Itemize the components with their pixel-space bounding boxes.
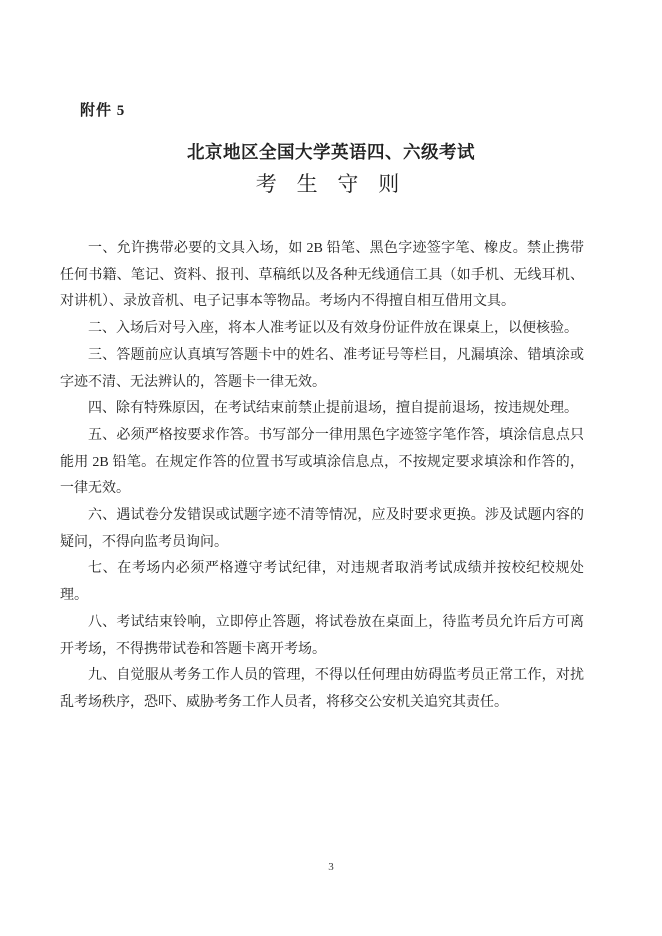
document-title: 北京地区全国大学英语四、六级考试 <box>187 142 475 162</box>
attachment-label: 附件 5 <box>80 103 126 119</box>
rule-paragraph-4: 四、除有特殊原因，在考试结束前禁止提前退场，擅自提前退场，按违规处理。 <box>88 401 578 417</box>
rules-body <box>60 236 584 717</box>
rule-paragraph-9: 九、自觉服从考务工作人员的管理，不得以任何理由妨碍监考员正常工作，对扰乱考场秩序，恐吓、威胁考务工作人员者，将移交公安机关追究其责任。 <box>60 668 584 710</box>
document-subtitle: 考 生 守 则 <box>255 173 407 196</box>
rule-paragraph-7: 七、在考场内必须严格遵守考试纪律，对违规者取消考试成绩并按校纪校规处理。 <box>60 561 584 604</box>
rule-paragraph-8: 八、考试结束铃响，立即停止答题，将试卷放在桌面上，待监考员允许后方可离开考场，不得携带试卷和答题卡离开考场。 <box>60 614 584 657</box>
rule-paragraph-1: 一、允许携带必要的文具入场，如 2B 铅笔、黑色字迹签字笔、橡皮。禁止携带任何书籍、笔记、资料、报刊、草稿纸以及各种无线通信工具（如手机、无线耳机、对讲机）、录放音机、电子记事本等物品。考场内不得擅自相互借用文具。 <box>60 241 584 310</box>
page-number: 3 <box>328 861 334 873</box>
rule-paragraph-2: 二、入场后对号入座，将本人准考证以及有效身份证件放在课桌上，以便核验。 <box>88 321 578 337</box>
rule-paragraph-5: 五、必须严格按要求作答。书写部分一律用黑色字迹签字笔作答，填涂信息点只能用 2B 铅笔。在规定作答的位置书写或填涂信息点，不按规定要求填涂和作答的，一律无效。 <box>60 427 584 497</box>
rule-paragraph-6: 六、遇试卷分发错误或试题字迹不清等情况，应及时要求更换。涉及试题内容的疑问，不得向监考员询问。 <box>60 508 584 550</box>
rule-paragraph-3: 三、答题前应认真填写答题卡中的姓名、准考证号等栏目，凡漏填涂、错填涂或字迹不清、无法辨认的，答题卡一律无效。 <box>60 347 584 390</box>
